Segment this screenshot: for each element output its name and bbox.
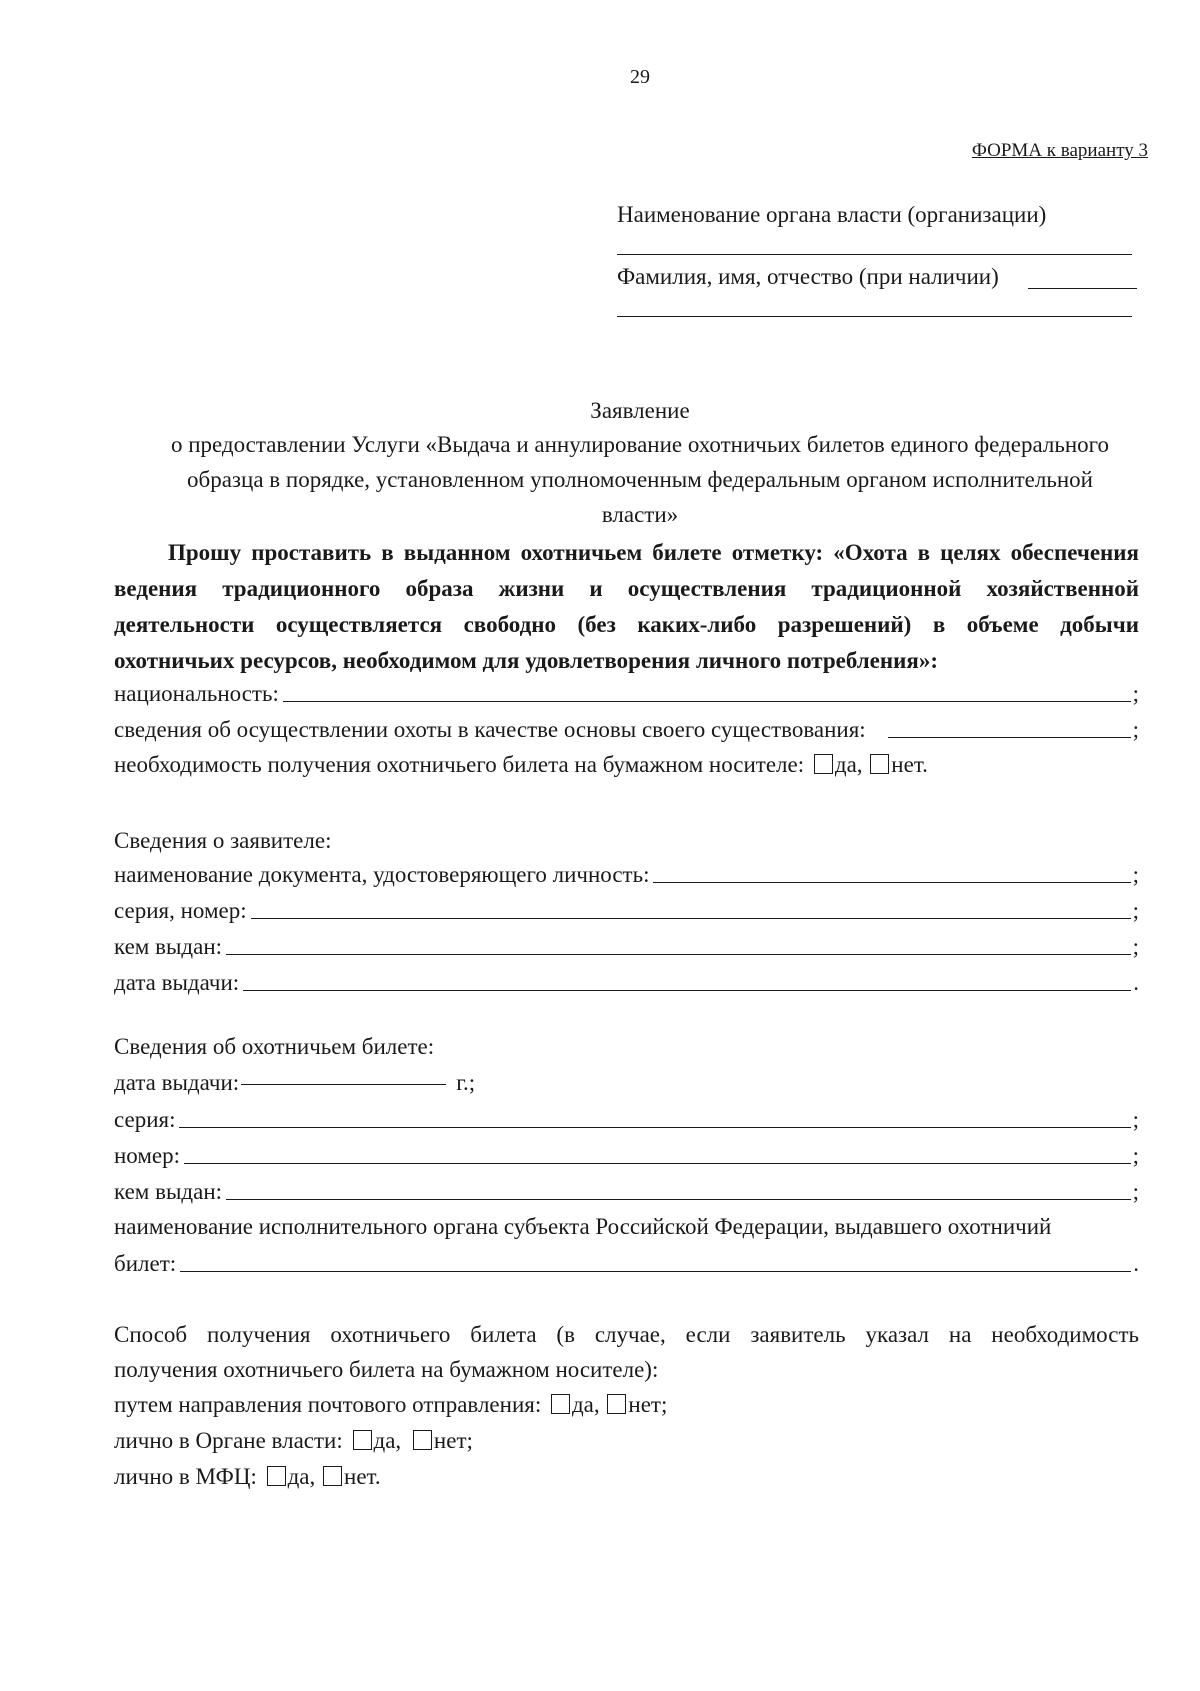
series-number-label: серия, номер: — [114, 898, 247, 923]
ticket-authority-row — [114, 1247, 1139, 1277]
authority-no-label: нет; — [433, 1428, 473, 1453]
ticket-date-row — [114, 1068, 475, 1098]
issue-date-row — [114, 966, 1139, 996]
page-number: 29 — [630, 66, 650, 88]
ticket-number-row — [114, 1139, 1139, 1169]
semicolon: ; — [1132, 898, 1139, 923]
fio-line-2[interactable] — [617, 316, 1132, 317]
title-line-1: Заявление — [590, 398, 690, 423]
paper-need-label: необходимость получения охотничьего билета на бумажном носителе: — [114, 752, 805, 777]
nationality-label: национальность: — [114, 681, 279, 706]
semicolon: ; — [1132, 717, 1139, 742]
ticket-issued-by-label: кем выдан: — [114, 1179, 223, 1204]
request-line-2: ведения традиционного образа жизни и осуществления традиционной хозяйственной — [114, 576, 1139, 601]
semicolon: ; — [1132, 1179, 1139, 1204]
paper-no-checkbox[interactable] — [870, 754, 889, 774]
ticket-date-field[interactable] — [241, 1083, 446, 1085]
semicolon: ; — [1132, 1107, 1139, 1132]
paper-yes-label: да, — [834, 752, 863, 777]
applicant-heading: Сведения о заявителе: — [114, 828, 332, 853]
fio-label: Фамилия, имя, отчество (при наличии) — [617, 264, 999, 289]
form-label: ФОРМА к варианту 3 — [971, 140, 1148, 161]
hunting-info-row — [114, 713, 1139, 743]
receipt-line-2: получения охотничьего билета на бумажном носителе): — [114, 1357, 659, 1382]
paper-no-label: нет. — [891, 752, 928, 777]
hunting-info-field[interactable] — [888, 736, 1131, 738]
mfc-no-label: нет. — [344, 1464, 381, 1489]
authority-yes-label: да, — [373, 1428, 402, 1453]
mfc-yes-label: да, — [287, 1464, 316, 1489]
request-line-1: Прошу проставить в выданном охотничьем билете отметку: «Охота в целях обеспечения — [168, 540, 1139, 565]
ticket-series-row — [114, 1103, 1139, 1133]
issued-by-label: кем выдан: — [114, 934, 223, 959]
year-suffix: г.; — [456, 1070, 476, 1095]
ticket-authority-field[interactable] — [180, 1270, 1131, 1272]
ticket-series-field[interactable] — [179, 1126, 1130, 1128]
receipt-post-label: путем направления почтового отправления: — [114, 1392, 542, 1417]
ticket-heading: Сведения об охотничьем билете: — [114, 1034, 435, 1059]
ticket-issued-by-row — [114, 1175, 1139, 1205]
period: . — [1133, 970, 1139, 995]
paper-yes-checkbox[interactable] — [814, 754, 833, 774]
post-no-label: нет; — [628, 1392, 668, 1417]
post-yes-checkbox[interactable] — [551, 1394, 570, 1414]
doc-name-label: наименование документа, удостоверяющего личность: — [114, 862, 650, 887]
paper-need-row — [114, 750, 928, 780]
issued-by-row — [114, 930, 1139, 960]
ticket-authority-label-2: билет: — [114, 1251, 177, 1276]
receipt-mfc-label: лично в МФЦ: — [114, 1464, 257, 1489]
request-line-3: деятельности осуществляется свободно (без каких-либо разрешений) в объеме добычи — [114, 612, 1139, 637]
nationality-field[interactable] — [283, 700, 1131, 702]
receipt-line-1: Способ получения охотничьего билета (в случае, если заявитель указал на необходимость — [114, 1322, 1139, 1347]
receipt-authority-label: лично в Органе власти: — [114, 1428, 343, 1453]
title-line-4: власти» — [601, 502, 679, 527]
ticket-number-label: номер: — [114, 1143, 181, 1168]
mfc-no-checkbox[interactable] — [323, 1466, 342, 1486]
doc-name-row — [114, 858, 1139, 888]
semicolon: ; — [1132, 862, 1139, 887]
receipt-mfc-row — [114, 1462, 381, 1492]
series-number-field[interactable] — [251, 917, 1131, 919]
post-no-checkbox[interactable] — [607, 1394, 626, 1414]
issue-date-field[interactable] — [243, 989, 1131, 991]
nationality-row — [114, 677, 1139, 707]
ticket-authority-label: наименование исполнительного органа субъекта Российской Федерации, выдавшего охотничий — [114, 1214, 1052, 1239]
authority-label: Наименование органа власти (организации) — [617, 202, 1047, 227]
ticket-number-field[interactable] — [184, 1162, 1131, 1164]
fio-line[interactable] — [1028, 288, 1137, 289]
issue-date-label: дата выдачи: — [114, 970, 240, 995]
hunting-info-label: сведения об осуществлении охоты в качестве основы своего существования: — [114, 717, 866, 742]
mfc-yes-checkbox[interactable] — [267, 1466, 286, 1486]
ticket-issued-by-field[interactable] — [226, 1198, 1131, 1200]
ticket-series-label: серия: — [114, 1107, 176, 1132]
series-number-row — [114, 894, 1139, 924]
request-line-4: охотничьих ресурсов, необходимом для удовлетворения личного потребления»: — [114, 648, 939, 673]
semicolon: ; — [1132, 934, 1139, 959]
authority-no-checkbox[interactable] — [413, 1430, 432, 1450]
receipt-post-row — [114, 1390, 667, 1420]
authority-line[interactable] — [617, 254, 1132, 255]
issued-by-field[interactable] — [226, 953, 1131, 955]
semicolon: ; — [1132, 681, 1139, 706]
post-yes-label: да, — [571, 1392, 600, 1417]
authority-yes-checkbox[interactable] — [353, 1430, 372, 1450]
title-line-2: о предоставлении Услуги «Выдача и аннулирование охотничьих билетов единого федерального — [170, 432, 1110, 457]
doc-name-field[interactable] — [653, 881, 1130, 883]
ticket-date-label: дата выдачи: — [114, 1070, 240, 1095]
receipt-authority-row — [114, 1426, 473, 1456]
period: . — [1133, 1251, 1139, 1276]
title-line-3: образца в порядке, установленном уполномоченным федеральным органом исполнительной — [187, 467, 1093, 492]
semicolon: ; — [1132, 1143, 1139, 1168]
